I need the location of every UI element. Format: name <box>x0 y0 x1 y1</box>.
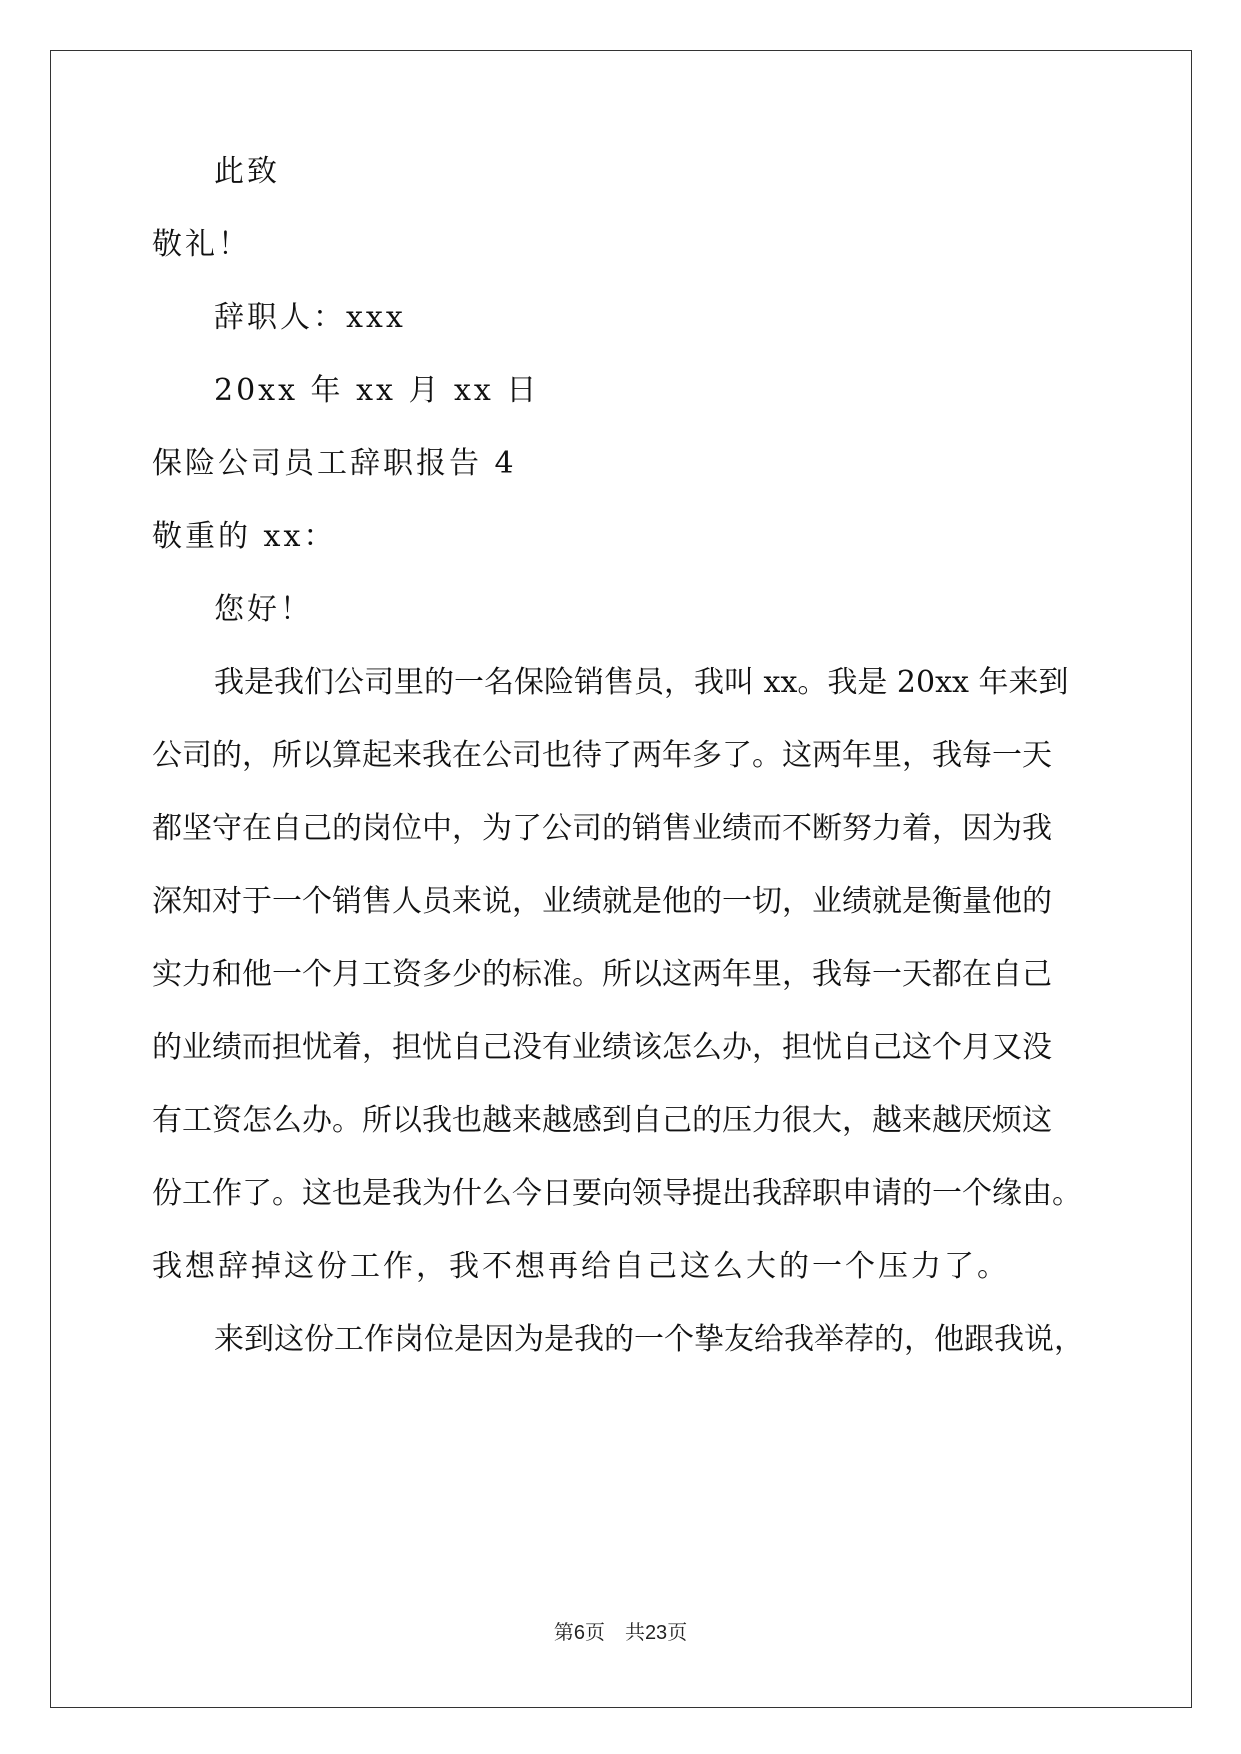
greeting: 您好！ <box>214 592 313 627</box>
salutation: 敬重的 xx： <box>152 519 337 554</box>
footer-page-number: 6 <box>573 1622 585 1644</box>
footer-prefix: 第 <box>553 1622 574 1644</box>
section-title: 保险公司员工辞职报告 4 <box>152 446 517 481</box>
signer-line: 辞职人：xxx <box>214 300 406 335</box>
paragraph-line: 的业绩而担忧着，担忧自己没有业绩该怎么办，担忧自己这个月又没 <box>152 1030 1052 1065</box>
footer-total-suffix: 页 <box>667 1622 688 1644</box>
closing-line-1: 此致 <box>214 154 280 189</box>
paragraph-line: 实力和他一个月工资多少的标准。所以这两年里，我每一天都在自己 <box>152 957 1052 992</box>
footer-page-suffix: 页 <box>584 1622 605 1644</box>
date-line: 20xx 年 xx 月 xx 日 <box>214 373 540 408</box>
footer-total-pages: 23 <box>644 1622 668 1644</box>
footer-total-prefix: 共 <box>624 1622 645 1644</box>
paragraph-line: 有工资怎么办。所以我也越来越感到自己的压力很大，越来越厌烦这 <box>152 1103 1052 1138</box>
paragraph-line: 我是我们公司里的一名保险销售员，我叫 xx。我是 20xx 年来到 <box>214 665 1069 700</box>
paragraph-line: 份工作了。这也是我为什么今日要向领导提出我辞职申请的一个缘由。 <box>152 1176 1082 1211</box>
paragraph-line: 来到这份工作岗位是因为是我的一个挚友给我举荐的，他跟我说， <box>214 1322 1084 1357</box>
closing-line-2: 敬礼！ <box>152 227 251 262</box>
paragraph-line: 我想辞掉这份工作，我不想再给自己这么大的一个压力了。 <box>152 1249 1010 1284</box>
page-footer <box>0 1620 1241 1646</box>
paragraph-line: 深知对于一个销售人员来说，业绩就是他的一切，业绩就是衡量他的 <box>152 884 1052 919</box>
paragraph-line: 公司的，所以算起来我在公司也待了两年多了。这两年里，我每一天 <box>152 738 1052 773</box>
paragraph-line: 都坚守在自己的岗位中，为了公司的销售业绩而不断努力着，因为我 <box>152 811 1052 846</box>
